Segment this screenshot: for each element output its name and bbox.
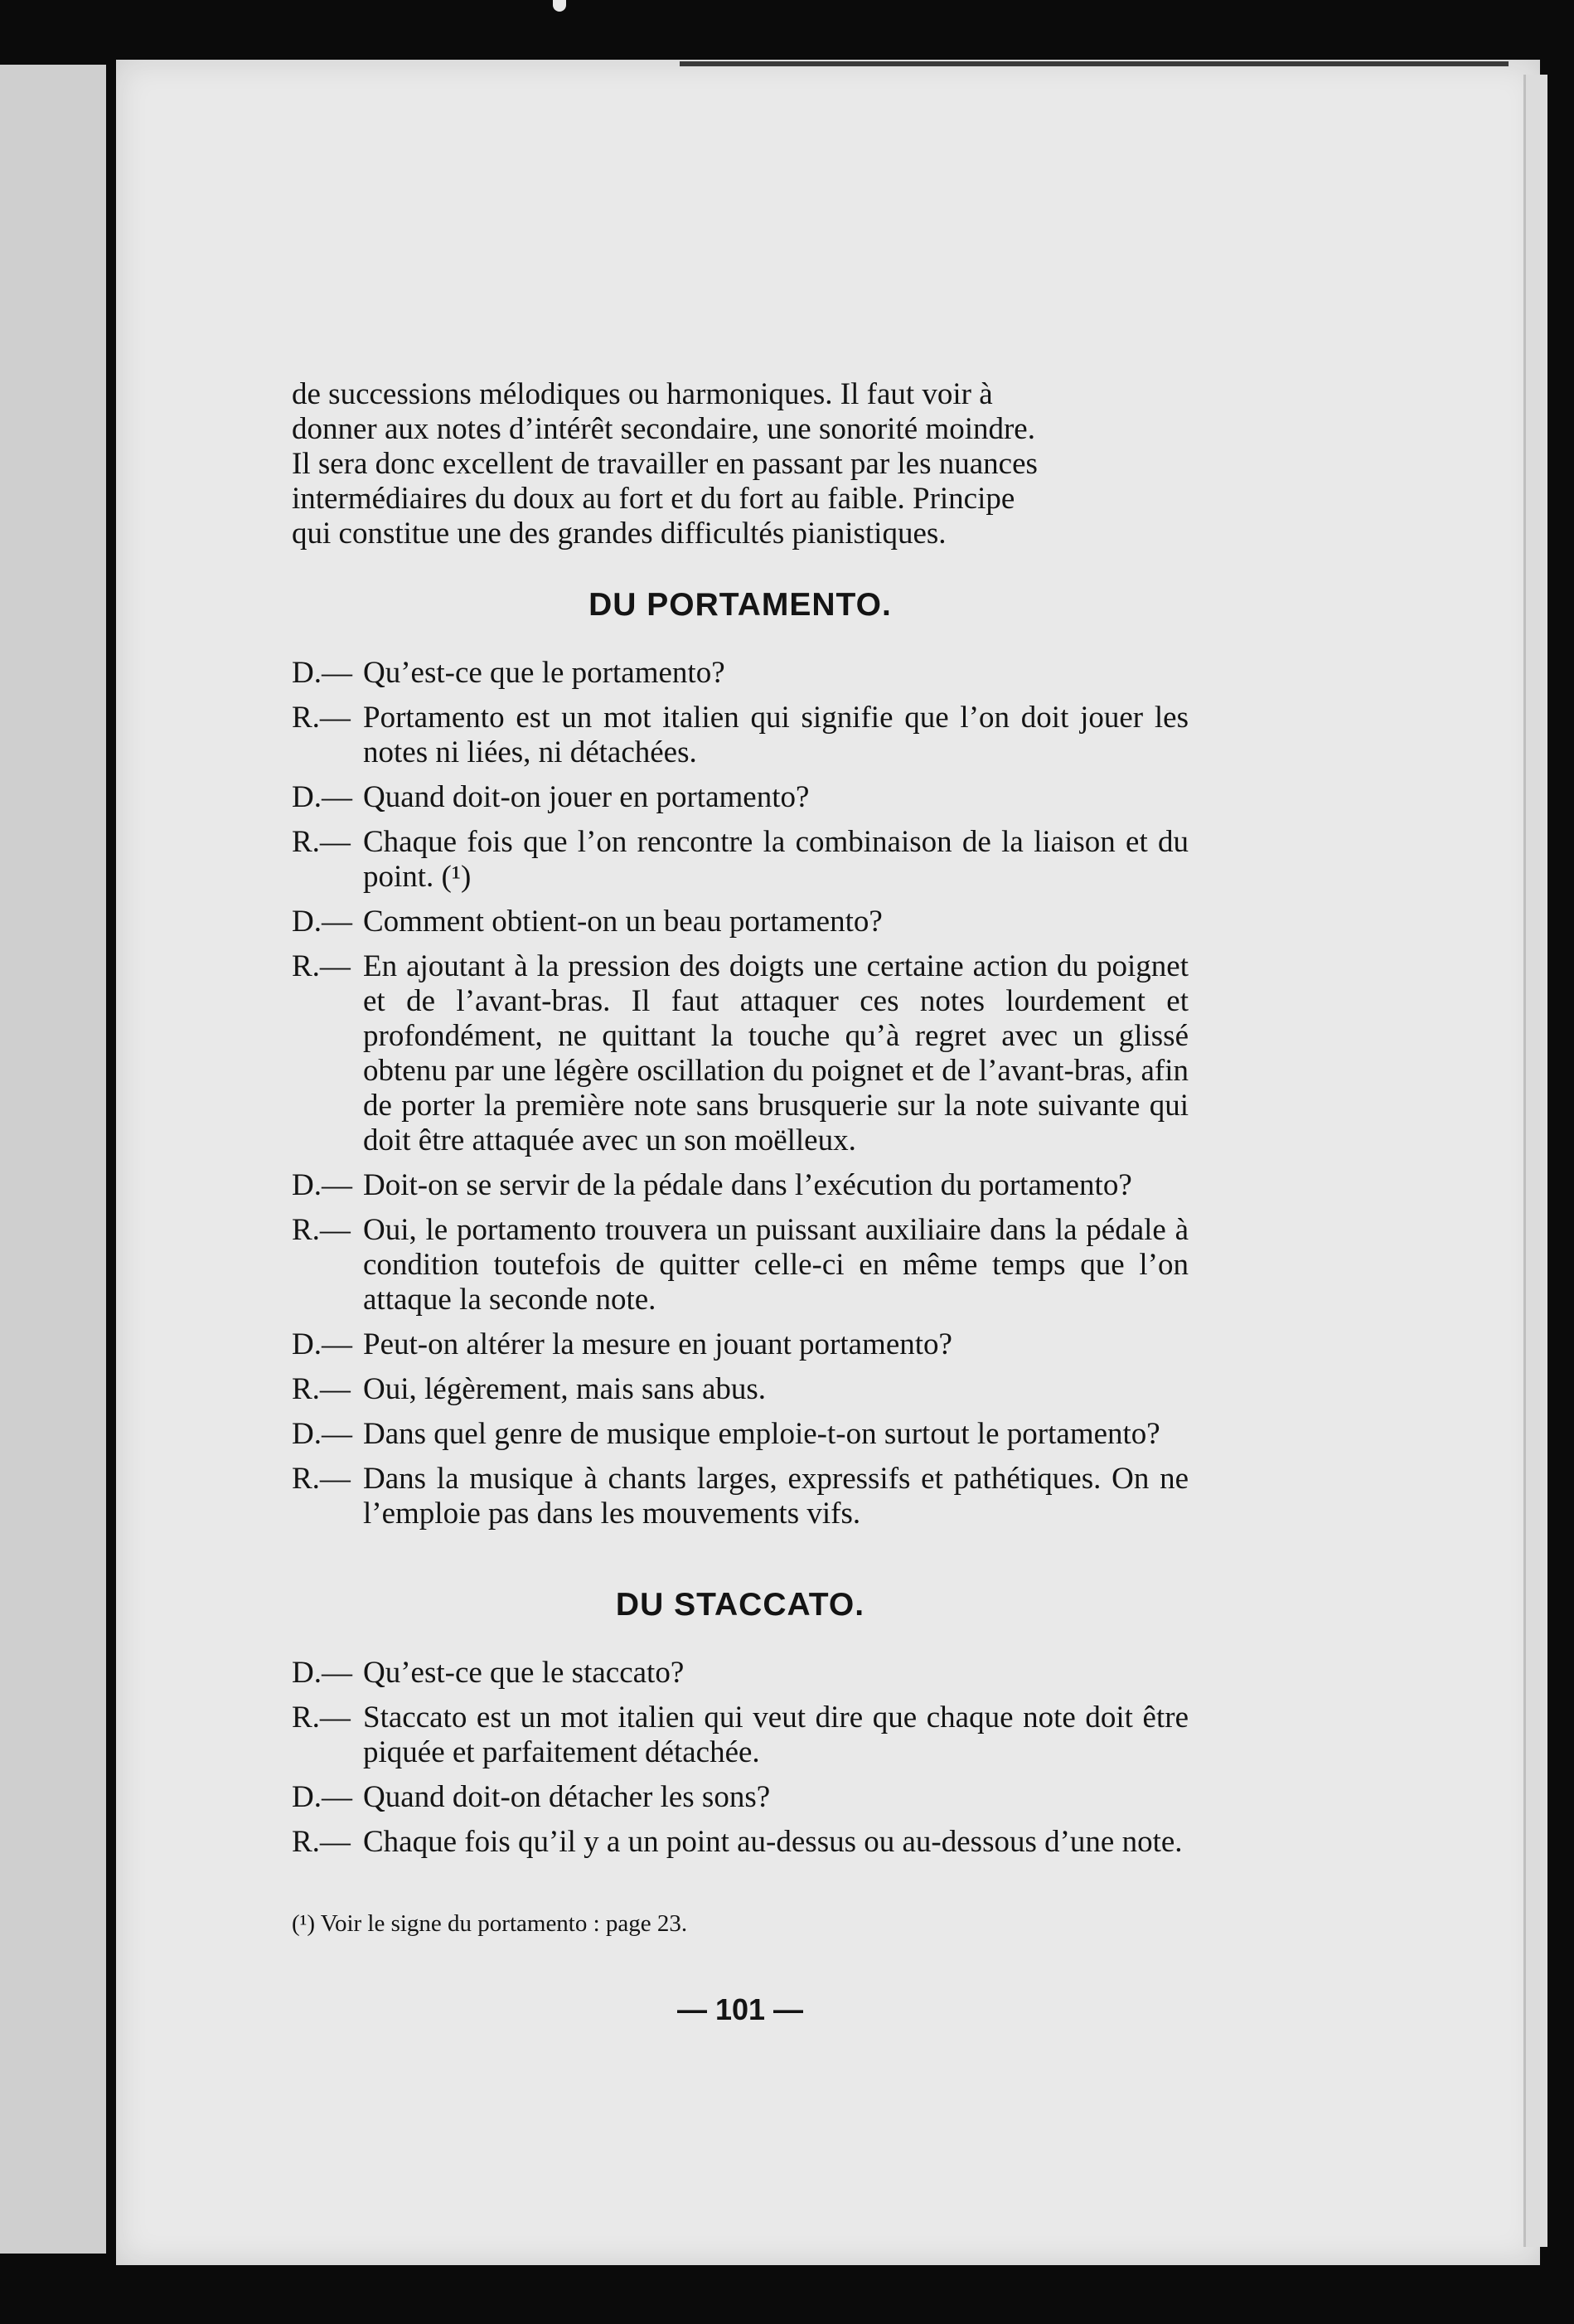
- intro-line: intermédiaires du doux au fort et du fort au faible. Principe: [292, 482, 1015, 516]
- qa-item: [292, 1372, 1189, 1407]
- qa-prefix: D.—: [292, 656, 352, 690]
- intro-line: donner aux notes d’intérêt secondaire, une sonorité moindre.: [292, 412, 1035, 446]
- section-heading-staccato: DU STACCATO.: [615, 1587, 865, 1623]
- qa-prefix: R.—: [292, 1462, 351, 1496]
- qa-item: [292, 1656, 1189, 1691]
- qa-text: Dans la musique à chants larges, expressifs et pathétiques. On ne l’emploie pas dans les mouvements vifs.: [363, 1462, 1189, 1531]
- qa-item: [292, 905, 1189, 939]
- qa-text: Quand doit-on jouer en portamento?: [363, 780, 810, 814]
- intro-paragraph: [292, 377, 1189, 551]
- qa-prefix: D.—: [292, 780, 352, 814]
- qa-item: [292, 1417, 1189, 1452]
- page-text: [292, 377, 1189, 2027]
- qa-text: Portamento est un mot italien qui signifie que l’on doit jouer les notes ni liées, ni détachées.: [363, 701, 1189, 769]
- qa-item: [292, 1168, 1189, 1203]
- qa-prefix: R.—: [292, 1213, 351, 1247]
- facing-page-edge: [0, 65, 106, 2254]
- qa-text: Peut-on altérer la mesure en jouant portamento?: [363, 1327, 952, 1361]
- qa-prefix: D.—: [292, 1417, 352, 1451]
- qa-text: Qu’est-ce que le staccato?: [363, 1656, 685, 1690]
- qa-text: Comment obtient-on un beau portamento?: [363, 905, 883, 939]
- scan-mark: [553, 0, 566, 12]
- qa-item: [292, 1780, 1189, 1815]
- section-heading-portamento: DU PORTAMENTO.: [588, 587, 892, 623]
- qa-prefix: D.—: [292, 1656, 352, 1690]
- qa-item: [292, 656, 1189, 691]
- qa-text: Chaque fois qu’il y a un point au-dessus ou au-dessous d’une note.: [363, 1825, 1183, 1859]
- qa-text: Staccato est un mot italien qui veut dire que chaque note doit être piquée et parfaitement détachée.: [363, 1701, 1189, 1769]
- qa-text: Quand doit-on détacher les sons?: [363, 1780, 771, 1814]
- qa-item: [292, 1701, 1189, 1770]
- qa-text: Oui, légèrement, mais sans abus.: [363, 1372, 767, 1406]
- qa-list-portamento: [292, 656, 1189, 1531]
- qa-item: [292, 1213, 1189, 1317]
- page-number: — 101 —: [676, 1992, 804, 2026]
- qa-prefix: R.—: [292, 1701, 351, 1735]
- intro-line: qui constitue une des grandes difficultés pianistiques.: [292, 517, 947, 551]
- qa-item: [292, 1462, 1189, 1531]
- qa-item: [292, 949, 1189, 1158]
- page-top-shadow: [680, 61, 1509, 66]
- footnote: (¹) Voir le signe du portamento : page 23.: [292, 1910, 688, 1937]
- qa-list-staccato: [292, 1656, 1189, 1860]
- qa-prefix: D.—: [292, 1780, 352, 1814]
- qa-prefix: R.—: [292, 825, 351, 859]
- qa-prefix: D.—: [292, 905, 352, 939]
- qa-prefix: D.—: [292, 1327, 352, 1361]
- qa-item: [292, 1825, 1189, 1860]
- qa-prefix: D.—: [292, 1168, 352, 1202]
- qa-text: Dans quel genre de musique emploie-t-on surtout le portamento?: [363, 1417, 1160, 1451]
- qa-prefix: R.—: [292, 949, 351, 983]
- qa-text: Qu’est-ce que le portamento?: [363, 656, 725, 690]
- qa-item: [292, 1327, 1189, 1362]
- qa-item: [292, 701, 1189, 770]
- qa-text: Oui, le portamento trouvera un puissant auxiliaire dans la pédale à condition toutefois de quitter celle-ci en même temps que l’on attaque la seconde note.: [363, 1213, 1189, 1317]
- qa-text: Doit-on se servir de la pédale dans l’exécution du portamento?: [363, 1168, 1132, 1202]
- qa-prefix: R.—: [292, 701, 351, 735]
- qa-prefix: R.—: [292, 1825, 351, 1859]
- qa-prefix: R.—: [292, 1372, 351, 1406]
- qa-text: En ajoutant à la pression des doigts une certaine action du poignet et de l’avant-bras. Il faut attaquer ces notes lourdement et profondément, ne quittant la touche qu’à regret avec un glissé obtenu par une légère oscillation du poignet et de l’avant-bras, afin de porter la première note sans brusquerie sur la note suivante qui doit être attaquée avec un son moëlleux.: [363, 949, 1189, 1157]
- intro-line: de successions mélodiques ou harmoniques. Il faut voir à: [292, 377, 993, 411]
- qa-text: Chaque fois que l’on rencontre la combinaison de la liaison et du point. (¹): [363, 825, 1189, 894]
- intro-line: Il sera donc excellent de travailler en passant par les nuances: [292, 447, 1038, 481]
- qa-item: [292, 780, 1189, 815]
- qa-item: [292, 825, 1189, 895]
- page-stack-edge: [1523, 75, 1547, 2247]
